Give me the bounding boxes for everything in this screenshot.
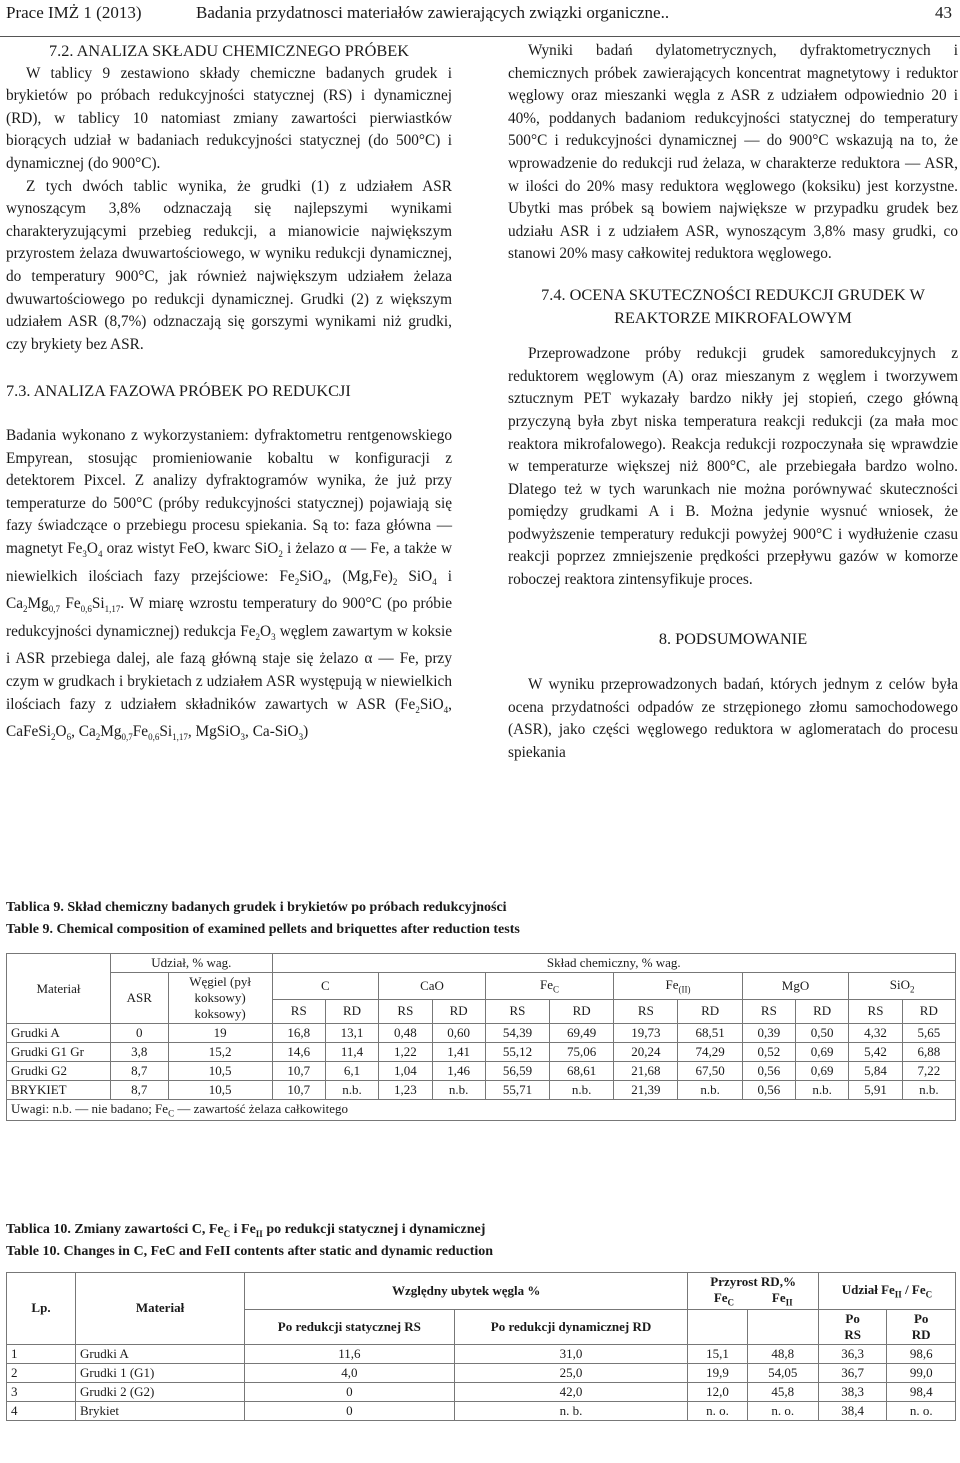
col-header-rd: RD: [796, 999, 849, 1023]
col-header-sio2: SiO$_2$: [849, 973, 956, 1000]
table-10: [6, 1272, 956, 1421]
col-header-mgo: MgO: [742, 973, 849, 1000]
col-header-rd: RD: [550, 999, 614, 1023]
section-heading-7-2: 7.2. ANALIZA SKŁADU CHEMICZNEGO PRÓBEK: [49, 41, 409, 60]
col-header-rs: RS: [742, 999, 795, 1023]
paragraph: Przeprowadzone próby redukcji grudek samoredukcyjnych z reduktorem węglowym (A) oraz mieszanym z węglem i tworzywem sztucznym PET wykazały bardzo nikły jej stopień, czego główną przyczyną była zbyt niska temperatura reakcji redukcji (za mała moc reaktora mikrofalowego). Reakcja redukcji rozpoczynała się wprawdzie w temperaturze większej niż 800°C, ale przebiegała bardzo wolno. Dlatego też w tych warunkach nie można porównywać skuteczności pomiędzy grudkami A i B. Można jedynie wysnuć wniosek, że podwyższenie temperatury redukcji powyżej 900°C i wydłużenie czasu reakcji poprzez zmniejszenie prędkości przepływu gazów w komorze roboczej reaktora zintensyfikuje proces.: [508, 345, 958, 589]
col-header-c: C: [272, 973, 379, 1000]
col-header-blank: [747, 1309, 818, 1344]
paragraph: W wyniku przeprowadzonych badań, których jednym z celów była ocena przydatności odpadów ze strzępionego złomu samochodowego (ASR), jako części węglowego reduktora w aglomeratach do procesu spiekania: [508, 676, 958, 762]
col-header-fec: $Fe_C$: [485, 973, 613, 1000]
table-row: 3 Grudki 2 (G2) 0 42,0 12,0 45,8 38,3 98,4: [7, 1382, 956, 1401]
journal-name: Prace IMŻ 1 (2013): [6, 3, 142, 22]
table-10-caption-en: Table 10. Changes in C, FeC and FeII contents after static and dynamic reduction: [6, 1244, 494, 1259]
col-header-po-rd: Po redukcji dynamicznej RD: [454, 1309, 688, 1344]
paragraph: Z tych dwóch tablic wynika, że grudki (1) z udziałem ASR wynoszącym 3,8% odznaczają się najlepszymi wynikami charakteryzującymi przebieg redukcji, a mianowicie największym przyrostem żelaza dwuwartościowego, w wyniku redukcji dynamicznej, do temperatury 900°C, jak również największym udziałem żelaza dwuwartościowego po redukcji dynamicznej. Grudki (2) z większym udziałem ASR (8,7%) odznaczają się gorszymi wynikami niż grudki, czy brykiety bez ASR.: [6, 177, 452, 353]
col-header-ubytek: Względny ubytek węgla %: [245, 1273, 688, 1310]
table-row: 4 Brykiet 0 n. b. n. o. n. o. 38,4 n. o.: [7, 1401, 956, 1420]
col-header-rd: RD: [902, 999, 955, 1023]
table-9-caption-pl: Tablica 9. Skład chemiczny badanych grudek i brykietów po próbach redukcyjności: [6, 900, 507, 915]
col-header-asr: ASR: [111, 973, 169, 1024]
page-number: 43: [935, 3, 952, 22]
table-row: 2 Grudki 1 (G1) 4,0 25,0 19,9 54,05 36,7 99,0: [7, 1363, 956, 1382]
col-header-feii: $Fe_{(II)}$: [614, 973, 742, 1000]
table-9-note: Uwagi: n.b. — nie badano; $Fe_C$ — zawartość żelaza całkowitego: [7, 1100, 956, 1121]
col-header-rs: RS: [485, 999, 549, 1023]
section-heading-8: 8. PODSUMOWANIE: [658, 628, 808, 648]
section-heading-7-3: 7.3. ANALIZA FAZOWA PRÓBEK PO REDUKCJI: [6, 381, 351, 401]
col-header-material: Materiał: [7, 954, 111, 1024]
col-header-po-rs: Po redukcji statycznej RS: [245, 1309, 455, 1344]
table-9-caption-en: Table 9. Chemical composition of examined pellets and briquettes after reduction tests: [6, 922, 520, 937]
running-header: [0, 0, 960, 37]
table-row: BRYKIET 8,7 10,5 10,7 n.b. 1,23 n.b. 55,71 n.b. 21,39 n.b. 0,56 n.b. 5,91 n.b.: [7, 1081, 956, 1100]
right-column: [508, 40, 958, 765]
col-header-rd: RD: [678, 999, 742, 1023]
col-header-rs: RS: [614, 999, 678, 1023]
col-header-udzial-fe: Udział $Fe_{II} / Fe_C$: [818, 1273, 955, 1310]
col-header-po-rs-short: Po RS: [818, 1309, 887, 1344]
left-column: [6, 40, 452, 749]
table-9: [6, 953, 956, 1121]
col-header-material: Materiał: [76, 1273, 245, 1345]
table-row: Grudki G2 8,7 10,5 10,7 6,1 1,04 1,46 56,59 68,61 21,68 67,50 0,56 0,69 5,84 7,22: [7, 1062, 956, 1081]
table-10-caption-pl: Tablica 10. Zmiany zawartości C, $Fe_C$ i $Fe_{II}$ po redukcji statycznej i dynamicznej: [6, 1222, 486, 1239]
col-header-rd: RD: [325, 999, 378, 1023]
table-row: 1 Grudki A 11,6 31,0 15,1 48,8 36,3 98,6: [7, 1344, 956, 1363]
table-row: Grudki G1 Gr 3,8 15,2 14,6 11,4 1,22 1,41 55,12 75,06 20,24 74,29 0,52 0,69 5,42 6,88: [7, 1043, 956, 1062]
col-header-blank: [688, 1309, 747, 1344]
col-header-cao: CaO: [379, 973, 486, 1000]
paragraph: Wyniki badań dylatometrycznych, dyfraktometrycznych i chemicznych próbek zawierających koncentrat magnetytowy i reduktor węglowy oraz mieszanki węgla z ASR z udziałem odpowiednio 20 i 40%, poddanych badaniom redukcyjności statycznej do temperatury 500°C i redukcyjności dynamicznej — do 900°C wskazują na to, że wprowadzenie do redukcji rud żelaza, w charakterze reduktora — ASR, w ilości do 20% masy reduktora węglowego (koksiku) jest korzystne. Ubytki mas próbek są bowiem największe w przypadku grudek bez udziału ASR i z udziałem ASR, wynoszącym 3,8% masy grudki, co stanowi 20% masy całkowitej reduktora węglowego.: [508, 42, 958, 263]
col-header-lp: Lp.: [7, 1273, 76, 1345]
col-header-rd: RD: [432, 999, 485, 1023]
col-header-rs: RS: [272, 999, 325, 1023]
col-header-rs: RS: [849, 999, 902, 1023]
col-header-po-rd-short: Po RD: [887, 1309, 956, 1344]
col-header-rs: RS: [379, 999, 432, 1023]
col-header-sklad: Skład chemiczny, % wag.: [272, 954, 955, 973]
paragraph: W tablicy 9 zestawiono składy chemiczne badanych grudek i brykietów po próbach redukcyjności statycznej (RS) i dynamicznej (RD), w tablicy 10 natomiast zmiany zawartości pierwiastków biorących udział w badaniach redukcyjności statycznej (do 500°C) i dynamicznej (do 900°C).: [6, 64, 452, 172]
col-header-udzial: Udział, % wag.: [111, 954, 273, 973]
col-header-przyrost: Przyrost RD,% $Fe_C$ $Fe_{II}$: [688, 1273, 819, 1310]
section-heading-7-4: 7.4. OCENA SKUTECZNOŚCI REDUKCJI GRUDEK W REAKTORZE MIKROFALOWYM: [541, 284, 925, 327]
table-note-row: [7, 1100, 956, 1121]
col-header-wegiel: Węgiel (pył koksowy) koksowy): [168, 973, 272, 1024]
paragraph-phase-analysis: Badania wykonano z wykorzystaniem: dyfraktometru rentgenowskiego Empyrean, stosując promieniowanie kobaltu w konfiguracji z detektorem Pixcel. Z analizy dyfraktogramów wynika, że już przy temperaturze do 500°C (próby redukcyjności statycznej) pojawiają się fazy świadczące o przebiegu procesu spiekania. Są to: faza główna — magnetyt $Fe_3O_4$ oraz wistyt FeO, kwarc SiO$_2$ i żelazo α — Fe, a także w niewielkich ilościach fazy przejściowe: $Fe_2SiO_4$, $(Mg,Fe)_2$ SiO$_4$ i $Ca_2Mg_{0,7}$ $Fe_{0,6}Si_{1,17}$. W miarę wzrostu temperatury do 900°C (po próbie redukcyjności dynamicznej) redukcja $Fe_2O_3$ węglem zawartym w koksie i ASR przebiega dalej, ale fazą główną staje się żelazo α — Fe, przy czym w grudkach i brykietach z udziałem ASR występują w niewielkich ilościach fazy z udziałem składników zawartych w ASR ($Fe_2SiO_4$, $CaFeSi_2O_6$, $Ca_2Mg_{0,7}Fe_{0,6}Si_{1,17}$, MgSiO$_3$, Ca-SiO$_3$): [6, 426, 453, 743]
table-row: Grudki A 0 19 16,8 13,1 0,48 0,60 54,39 69,49 19,73 68,51 0,39 0,50 4,32 5,65: [7, 1024, 956, 1043]
running-title: Badania przydatnosci materiałów zawierających związki organiczne..: [196, 3, 670, 22]
